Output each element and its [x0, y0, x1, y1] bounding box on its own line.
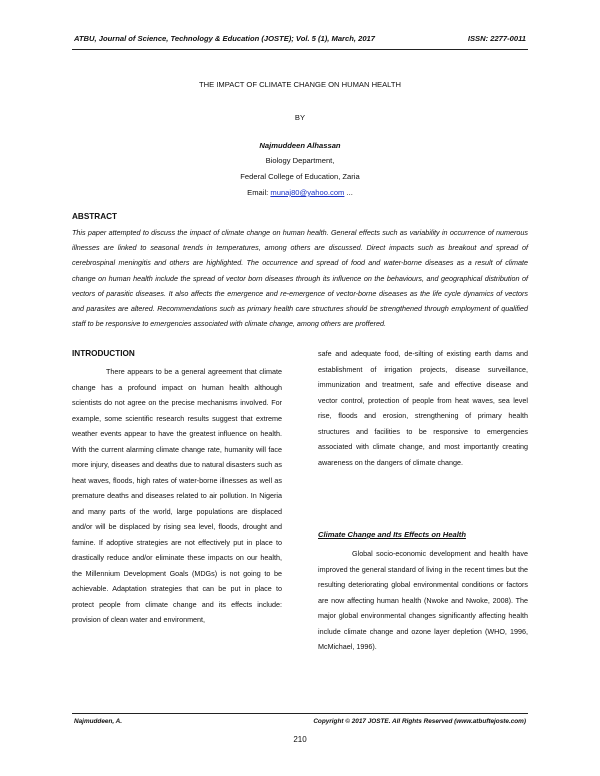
section-heading-climate-health: Climate Change and Its Effects on Health: [318, 530, 466, 539]
abstract-text: This paper attempted to discuss the impact of climate change on human health. General effects such as variability in occurrence of numerous illnesses are linked to seasonal trends in temperatures, among others are discussed. Direct impacts such as breakout and spread of cerebrospinal meningitis and others are highlighted. The occurrence and spread of food and water-borne diseases as a result of climate change on human health include the spread of vector born diseases through its influence on the behaviours, and geographical distribution of vectors of parasitic diseases. It also affects the emergence and re-emergence of vector-borne diseases as the life cycle dynamics of vectors and parasites are altered. Recommendations such as primary health care structures should be strengthened through employment of qualified staff to be responsive to emergencies associated with climate change, among others are proffered.: [72, 228, 528, 329]
author-department: Biology Department,: [265, 156, 335, 165]
abstract-heading: ABSTRACT: [72, 212, 118, 221]
email-link[interactable]: munaj80@yahoo.com: [270, 188, 345, 197]
issn: ISSN: 2277-0011: [467, 34, 526, 43]
footer-rule: [72, 713, 528, 714]
header-rule: [72, 49, 528, 50]
author-name: Najmuddeen Alhassan: [259, 141, 341, 150]
introduction-text-col1: There appears to be a general agreement that climate change has a profound impact on human health although scientists do not agree on the precise mechanisms involved. For example, some scientific research results suggest that extreme weather events appear to have the greatest influence on health. With the current alarming climate change rate, humanity will face more injury, diseases and deaths due to natural disasters such as heat waves, floods, high rates of water-borne illnesses as well as premature deaths and diseases related to air pollution. In Nigeria and many parts of the world, large populations are displaced and/or will be displaced by rising sea level, floods, drought and famine. If adoptive strategies are not effectively put in place to drastically reduce and/or eliminate these impacts on our health, the Millennium Development Goals (MDGs) is not going to be achievable. Adaptation strategies that can be put in place to protect people from climate change and its effects include: provision of clean water and environment,: [72, 367, 282, 624]
footer-copyright: Copyright © 2017 JOSTE. All Rights Reserved (www.atbuftejoste.com): [313, 718, 526, 725]
footer-author: Najmuddeen, A.: [74, 718, 123, 725]
email-label: Email:: [247, 188, 269, 197]
running-header: [74, 34, 526, 46]
section-paragraph: [318, 546, 528, 655]
email-suffix: ...: [346, 188, 353, 197]
introduction-heading: INTRODUCTION: [72, 349, 135, 358]
introduction-paragraph: [72, 364, 282, 628]
author-institution: Federal College of Education, Zaria: [240, 172, 360, 181]
journal-citation: ATBU, Journal of Science, Technology & Education (JOSTE); Vol. 5 (1), March, 2017: [74, 34, 375, 43]
page-number: 210: [293, 735, 307, 744]
article-title: THE IMPACT OF CLIMATE CHANGE ON HUMAN HEALTH: [199, 80, 401, 89]
introduction-continued: safe and adequate food, de-silting of existing earth dams and establishment of irrigation projects, disease surveillance, immunization and treatment, safe and effective disease and vector control, protection of people from heat waves, sea level rise, floods and erosion, strengthening of primary health structures and facilities to be responsive to emergencies associated with climate change, and most importantly creating awareness on the dangers of climate change.: [318, 349, 528, 467]
author-email: [72, 188, 528, 197]
by-line: BY: [294, 113, 306, 122]
section-text: Global socio-economic development and health have improved the general standard of living in the recent times but the resulting deteriorating global environmental conditions or factors are now affecting human health (Nwoke and Nwoke, 2008). The major global environmental changes significantly affecting health include climate change and ozone layer depletion (WHO, 1996, McMichael, 1996).: [318, 549, 528, 651]
